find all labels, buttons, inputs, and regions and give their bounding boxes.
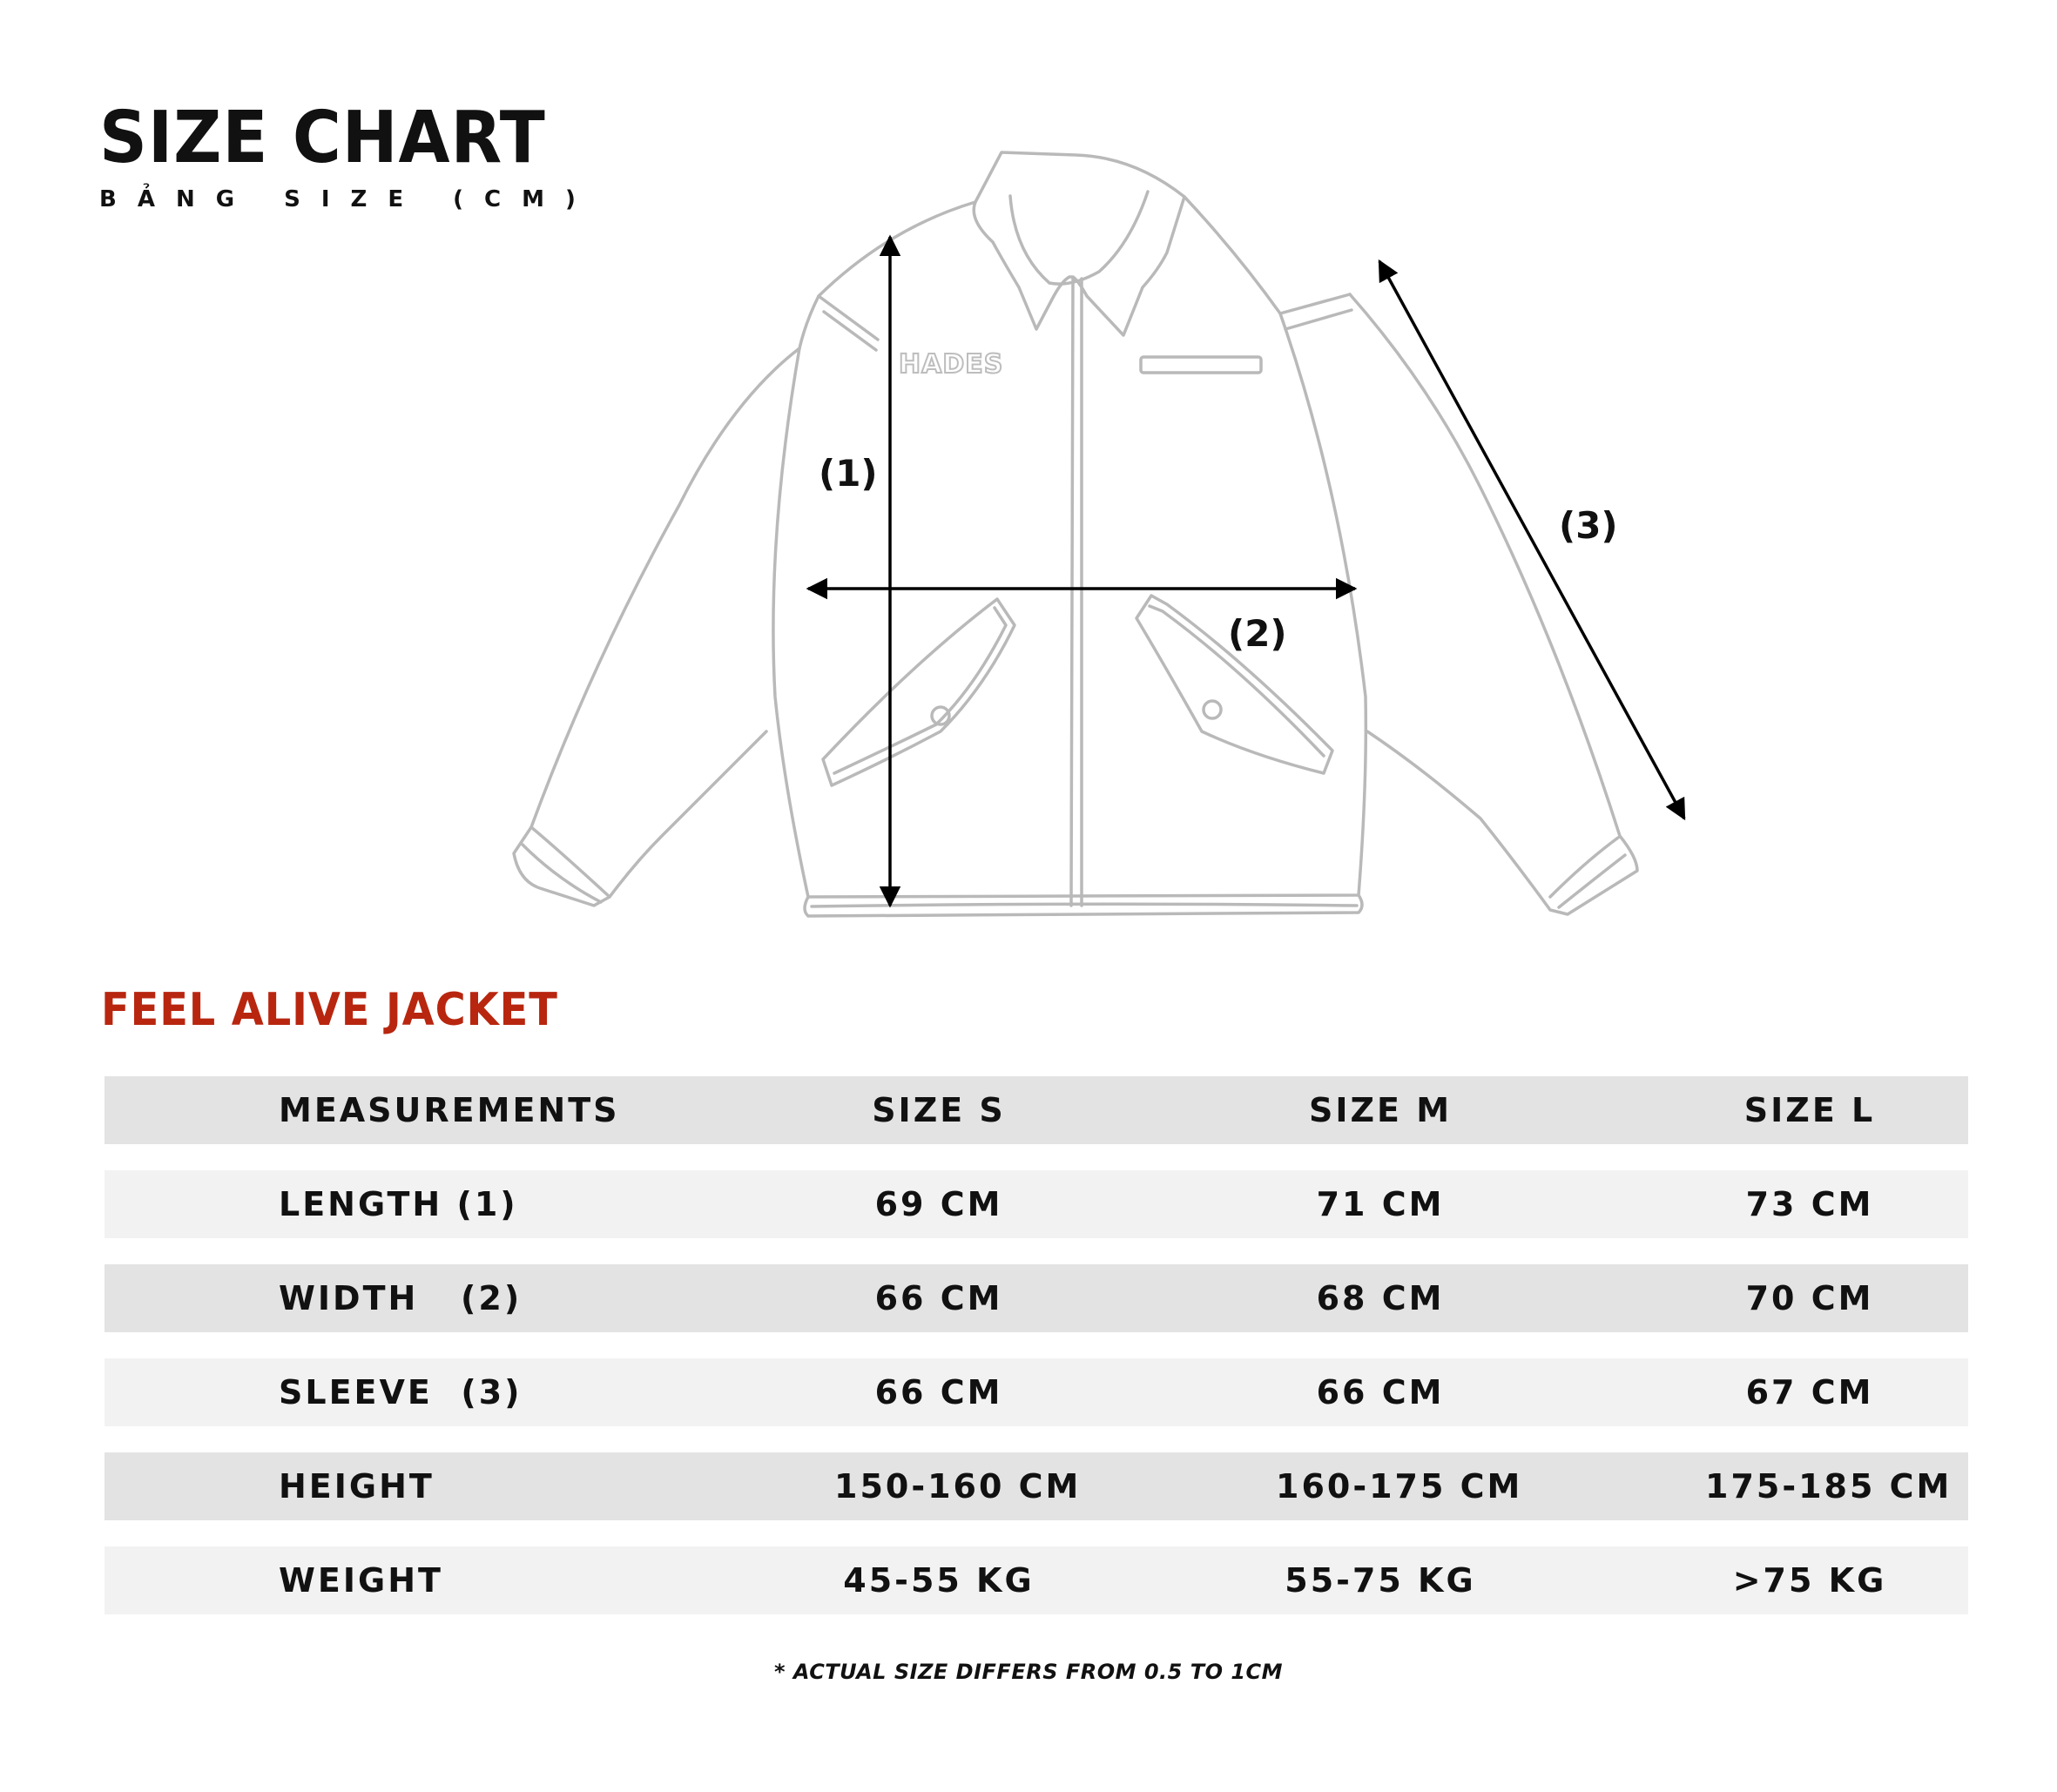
- cell-size-m: 160-175 CM: [1276, 1467, 1523, 1506]
- jacket-diagram: [488, 139, 1707, 940]
- cell-size-m: 71 CM: [1316, 1185, 1445, 1223]
- cell-size-s: 45-55 KG: [843, 1561, 1035, 1600]
- row-label: HEIGHT: [279, 1467, 435, 1506]
- header-measurements: MEASUREMENTS: [279, 1091, 620, 1129]
- row-label: SLEEVE (3): [279, 1373, 523, 1411]
- brand-label: HADES: [899, 349, 1004, 380]
- width-marker: (2): [1228, 612, 1287, 655]
- size-table: [105, 1076, 1968, 1640]
- cell-size-s: 66 CM: [874, 1279, 1003, 1317]
- cell-size-s: 66 CM: [874, 1373, 1003, 1411]
- row-label: WIDTH (2): [279, 1279, 523, 1317]
- row-label: LENGTH (1): [279, 1185, 518, 1223]
- header-size-m: SIZE M: [1308, 1091, 1453, 1129]
- cell-size-m: 66 CM: [1316, 1373, 1445, 1411]
- cell-size-l: >75 KG: [1732, 1561, 1887, 1600]
- header-size-l: SIZE L: [1743, 1091, 1876, 1129]
- product-name: FEEL ALIVE JACKET: [101, 984, 558, 1036]
- cell-size-l: 73 CM: [1745, 1185, 1874, 1223]
- page-title: SIZE CHART: [99, 97, 546, 179]
- page-subtitle: BẢNG SIZE (CM): [99, 186, 597, 212]
- cell-size-l: 175-185 CM: [1705, 1467, 1952, 1506]
- cell-size-l: 70 CM: [1745, 1279, 1874, 1317]
- sleeve-arrow: [1379, 261, 1684, 819]
- table-header-row: [105, 1076, 1968, 1144]
- table-row-weight: [105, 1546, 1968, 1614]
- header-size-s: SIZE S: [872, 1091, 1006, 1129]
- jacket-outline: [514, 152, 1637, 916]
- cell-size-m: 55-75 KG: [1285, 1561, 1476, 1600]
- table-row-sleeve: [105, 1358, 1968, 1426]
- cell-size-l: 67 CM: [1745, 1373, 1874, 1411]
- table-row-length: [105, 1170, 1968, 1238]
- footnote: * ACTUAL SIZE DIFFERS FROM 0.5 TO 1CM: [773, 1660, 1284, 1684]
- cell-size-s: 150-160 CM: [834, 1467, 1082, 1506]
- cell-size-m: 68 CM: [1316, 1279, 1445, 1317]
- sleeve-marker: (3): [1559, 504, 1618, 547]
- row-label: WEIGHT: [279, 1561, 443, 1600]
- length-marker: (1): [819, 452, 878, 495]
- table-row-height: [105, 1452, 1968, 1520]
- table-row-width: [105, 1264, 1968, 1332]
- cell-size-s: 69 CM: [874, 1185, 1003, 1223]
